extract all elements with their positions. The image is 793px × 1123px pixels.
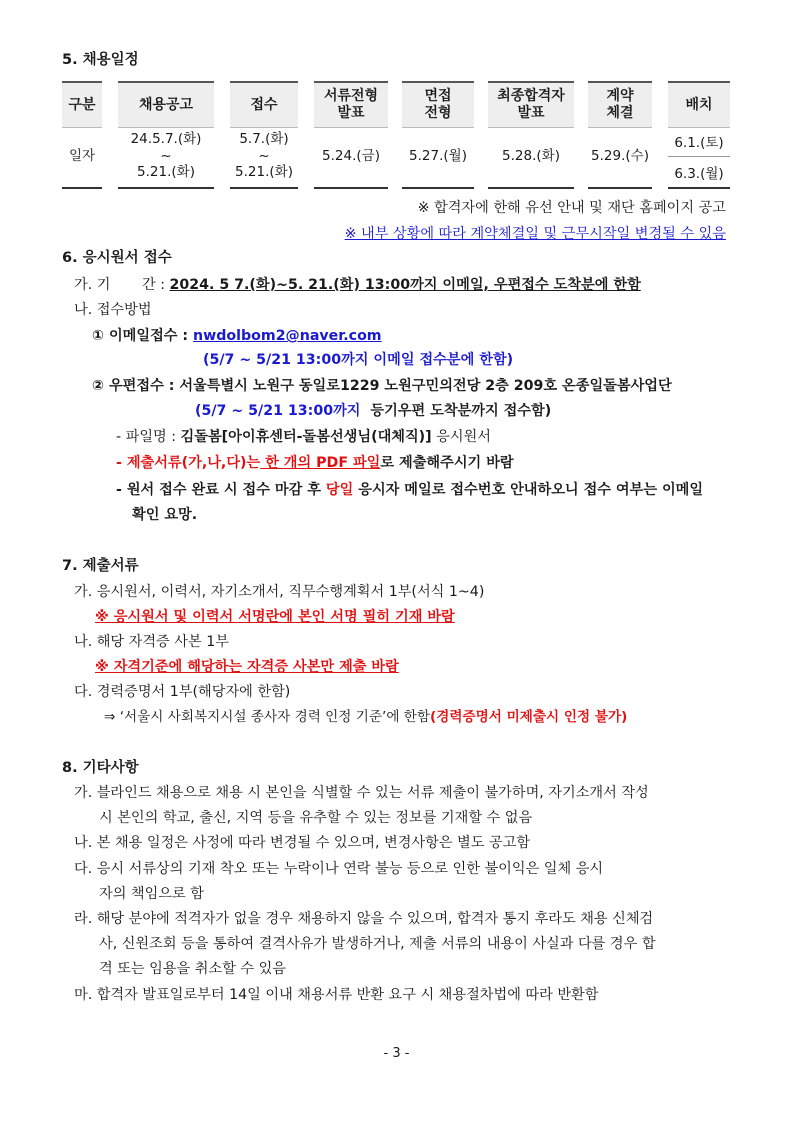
table-cell-document-result: 5.24.(금) xyxy=(314,125,388,189)
table-header-reception: 접수 xyxy=(230,81,298,128)
file-name-label: - 파일명 : xyxy=(116,429,181,445)
confirm-a: - 원서 접수 완료 시 접수 마감 후 xyxy=(116,482,326,498)
period-value: 2024. 5 7.(화)~5. 21.(화) 13:00까지 이메일, 우편접수 도착분에 한함 xyxy=(169,277,641,293)
table-row-label: 일자 xyxy=(62,125,102,189)
method-label: 나. 접수방법 xyxy=(74,302,152,318)
file-name-line xyxy=(116,427,491,447)
email-submission xyxy=(92,326,382,346)
confirm-c: 응시자 메일로 접수번호 안내하오니 접수 여부는 이메일 xyxy=(353,482,704,498)
documents-note-ga: ※ 응시원서 및 이력서 서명란에 본인 서명 필히 기재 바람 xyxy=(95,609,455,625)
table-header-document-result: 서류전형 발표 xyxy=(314,81,388,128)
table-header-contract: 계약 체결 xyxy=(588,81,652,128)
section-title-schedule: 5. 채용일정 xyxy=(62,52,139,68)
table-cell-interview: 5.27.(월) xyxy=(402,125,474,189)
file-name-value: 김돌봄[아이휴센터-돌봄선생님(대체직)] xyxy=(180,429,432,445)
table-header-final-result: 최종합격자 발표 xyxy=(488,81,574,128)
etc-item-ra-3: 격 또는 임용을 취소할 수 있음 xyxy=(99,961,287,977)
etc-item-da-1: 다. 응시 서류상의 기재 착오 또는 누락이나 연락 불능 등으로 인한 불이익은 일체 응시 xyxy=(74,861,604,877)
documents-note-da xyxy=(104,707,627,727)
post-note-rest: 등기우편 도착분까지 접수함) xyxy=(360,403,552,419)
etc-item-da-2: 자의 책임으로 함 xyxy=(99,886,204,902)
etc-item-ga-2: 시 본인의 학교, 출신, 지역 등을 유추할 수 있는 정보를 기재할 수 없음 xyxy=(99,810,533,826)
confirm-b: 당일 xyxy=(325,482,354,498)
table-cell-final-result: 5.28.(화) xyxy=(488,125,574,189)
etc-item-na: 나. 본 채용 일정은 사정에 따라 변경될 수 있으며, 변경사항은 별도 공고함 xyxy=(74,835,531,851)
submit-pdf-line xyxy=(116,453,514,473)
email-note: (5/7 ~ 5/21 13:00까지 이메일 접수분에 한함) xyxy=(203,352,514,368)
table-header-interview: 면접 전형 xyxy=(402,81,474,128)
page-number: - 3 - xyxy=(383,1046,410,1061)
table-header-placement: 배치 xyxy=(668,81,730,128)
documents-item-na: 나. 해당 자격증 사본 1부 xyxy=(74,634,229,650)
post-note-period: (5/7 ~ 5/21 13:00까지 xyxy=(195,403,361,419)
etc-item-ga-1: 가. 블라인드 채용으로 채용 시 본인을 식별할 수 있는 서류 제출이 불가하며, 자기소개서 작성 xyxy=(74,785,649,801)
email-label: ① 이메일접수 : xyxy=(92,328,194,344)
submit-pdf-c: 로 제출해주시기 바람 xyxy=(380,455,514,471)
table-cell-placement-bottom: 6.3.(월) xyxy=(674,165,724,182)
note-schedule-change: ※ 내부 상황에 따라 계약체결일 및 근무시작일 변경될 수 있음 xyxy=(344,226,726,242)
documents-note-da-a: ⇒ ‘서울시 사회복지시설 종사자 경력 인정 기준’에 한함 xyxy=(104,709,431,725)
etc-item-ra-2: 사, 신원조회 등을 통하여 결격사유가 발생하거나, 제출 서류의 내용이 사실과 다를 경우 합 xyxy=(99,936,656,952)
submit-pdf-a: - 제출서류(가,나,다)는 xyxy=(116,455,261,471)
post-submission: ② 우편접수 : 서울특별시 노원구 동일로1229 노원구민의전당 2층 209호 온종일돌봄사업단 xyxy=(92,378,672,394)
documents-item-da: 다. 경력증명서 1부(해당자에 한함) xyxy=(74,684,291,700)
etc-item-ra-1: 라. 해당 분야에 적격자가 없을 경우 채용하지 않을 수 있으며, 합격자 통지 후라도 채용 신체검 xyxy=(74,911,654,927)
table-cell-reception: 5.7.(화) ~ 5.21.(화) xyxy=(230,125,298,189)
table-header-category: 구분 xyxy=(62,81,102,128)
period-label: 가. 기 간 : xyxy=(74,277,170,293)
etc-item-ma: 마. 합격자 발표일로부터 14일 이내 채용서류 반환 요구 시 채용절차법에 따라 반환함 xyxy=(74,987,599,1003)
note-announcement: ※ 합격자에 한해 유선 안내 및 재단 홈페이지 공고 xyxy=(417,200,726,216)
post-note xyxy=(195,401,551,421)
documents-note-da-b: (경력증명서 미제출시 인정 불가) xyxy=(430,709,628,725)
section-title-application: 6. 응시원서 접수 xyxy=(62,250,172,266)
documents-item-ga: 가. 응시원서, 이력서, 자기소개서, 직무수행계획서 1부(서식 1~4) xyxy=(74,584,485,600)
table-cell-notice: 24.5.7.(화) ~ 5.21.(화) xyxy=(118,125,214,189)
submit-pdf-b: 한 개의 PDF 파일 xyxy=(260,455,381,471)
section-title-documents: 7. 제출서류 xyxy=(62,558,139,574)
documents-note-na: ※ 자격기준에 해당하는 자격증 사본만 제출 바람 xyxy=(95,659,399,675)
table-header-notice: 채용공고 xyxy=(118,81,214,128)
email-link[interactable]: nwdolbom2@naver.com xyxy=(193,328,382,344)
section-title-etc: 8. 기타사항 xyxy=(62,760,139,776)
application-period xyxy=(74,275,641,295)
table-cell-placement-top: 6.1.(토) xyxy=(668,125,730,157)
table-cell-contract: 5.29.(수) xyxy=(588,125,652,189)
confirm-line-2: 확인 요망. xyxy=(132,507,198,523)
confirm-line xyxy=(116,480,703,500)
file-name-suffix: 응시원서 xyxy=(431,429,491,445)
